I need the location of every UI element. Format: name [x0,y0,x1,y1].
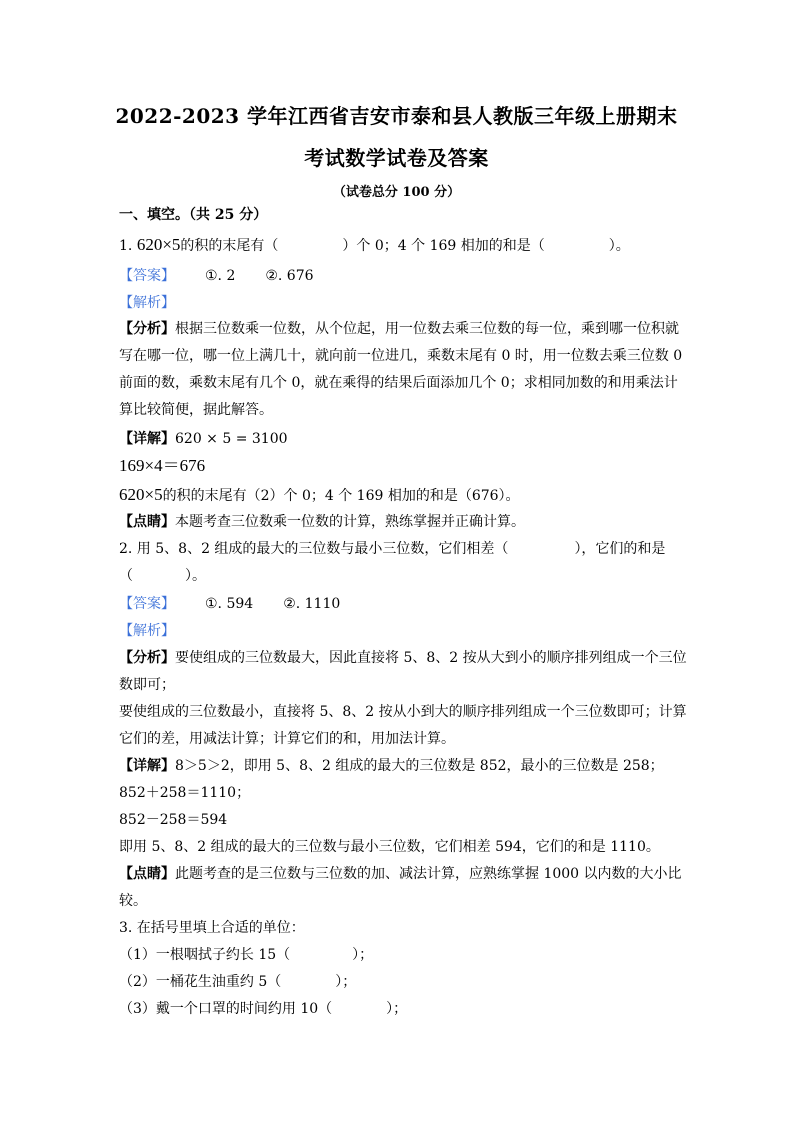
q1-fenxi-line2: 写在哪一位，哪一位上满几十，就向前一位进几，乘数末尾有 0 时，用一位数去乘三位数 0 [119,348,683,364]
q1-fenxi-label: 【分析】 [119,321,175,337]
q1-fenxi-line4: 算比较简便，据此解答。 [119,402,273,418]
q1-text-a: 的积的末尾有（ [180,238,279,254]
q2-answer [119,595,340,613]
q2-fenxi-text1: 要使组成的三位数最大，因此直接将 5、8、2 按从大到小的顺序排列组成一个三位 [175,650,687,666]
q2-stem-text-c: （ [119,568,133,584]
q1-answer-label: 【答案】 [119,268,175,284]
q2-detail-label: 【详解】 [119,758,175,774]
q1-answer-2: ②. 676 [265,268,314,284]
q1-text-c: ）。 [608,238,630,254]
document-title-line2: 考试数学试卷及答案 [304,146,489,170]
q1-expression: 620×5 [136,235,181,254]
q1-dianjing [119,513,525,531]
document-subtitle: （试卷总分 100 分） [332,185,461,200]
section1-heading: 一、填空。（共 25 分） [119,207,268,223]
q1-analysis-label: 【解析】 [119,295,175,311]
q1-stem [119,236,630,255]
q3-item-2-text-a: （2）一桶花生油重约 5（ [119,974,282,990]
q3-item-2-text-b: ）； [335,974,357,990]
q1-answer-1: ①. 2 [205,268,236,284]
q3-item-3-text-a: （3）戴一个口罩的时间约用 10（ [119,1001,333,1017]
q2-stem-text-d: ）。 [185,568,206,584]
q1-answer [119,267,314,285]
q2-fenxi-line1 [119,649,687,667]
q3-item-1 [119,946,373,964]
q2-stem-text-a: 2. 用 5、8、2 组成的最大的三位数与最小三位数，它们相差（ [119,541,509,557]
q2-fenxi-line2: 数即可； [119,677,175,693]
q1-number: 1. [119,238,133,254]
q2-answer-1: ①. 594 [205,596,254,612]
q1-detail-eq2: 169×4＝676 [119,456,206,475]
q2-analysis-label: 【解析】 [119,623,175,639]
q3-item-1-text-b: ）； [352,947,374,963]
q1-detail-eq1: 620 × 5 = 3100 [175,431,288,447]
q3-item-1-text-a: （1）一根咽拭子约长 15（ [119,947,291,963]
q1-text-b: ）个 0；4 个 169 相加的和是（ [342,238,545,254]
q3-item-3-text-b: ）； [386,1001,408,1017]
q2-stem-text-b: ），它们的和是 [574,541,666,557]
q2-fenxi-line3: 要使组成的三位数最小，直接将 5、8、2 按从小到大的顺序排列组成一个三位数即可；计算 [119,704,687,720]
q2-answer-2: ②. 1110 [283,596,341,612]
q1-dianjing-label: 【点睛】 [119,514,175,530]
q2-detail-line4: 即用 5、8、2 组成的最大的三位数与最小三位数，它们相差 594，它们的和是 1110。 [119,839,660,855]
q2-fenxi-line4: 它们的差，用减法计算；计算它们的和，用加法计算。 [119,731,455,747]
q2-detail-line1 [119,757,664,775]
q2-fenxi-label: 【分析】 [119,650,175,666]
q1-conclusion-expression: 620×5 [119,485,163,504]
q1-detail-label: 【详解】 [119,431,175,447]
q1-detail-line1 [119,430,288,448]
q3-item-2 [119,973,356,991]
q2-dianjing-line1 [119,865,682,883]
q2-dianjing-line2: 较。 [119,893,147,909]
q1-conclusion [119,486,520,505]
q1-dianjing-text: 本题考查三位数乘一位数的计算，熟练掌握并正确计算。 [175,514,525,530]
q2-detail-line2: 852＋258＝1110； [119,785,251,801]
q3-stem: 3. 在括号里填上合适的单位： [119,920,305,936]
q1-fenxi-line3: 前面的数，乘数末尾有几个 0，就在乘得的结果后面添加几个 0；求相同加数的和用乘法计 [119,375,678,391]
q2-stem-line1 [119,540,665,558]
q1-fenxi-line1 [119,320,679,338]
q3-item-3 [119,1000,407,1018]
q1-conclusion-text: 的积的末尾有（2）个 0；4 个 169 相加的和是（676）。 [162,488,520,504]
q2-detail-line3: 852－258＝594 [119,812,228,828]
q2-dianjing-label: 【点睛】 [119,866,175,882]
q2-stem-line2 [119,567,206,585]
q2-detail-text1: 8＞5＞2，即用 5、8、2 组成的最大的三位数是 852，最小的三位数是 258； [175,758,664,774]
q2-dianjing-text1: 此题考查的是三位数与三位数的加、减法计算，应熟练掌握 1000 以内数的大小比 [175,866,682,882]
document-title-line1: 2022-2023 学年江西省吉安市泰和县人教版三年级上册期末 [115,104,678,128]
q1-fenxi-text1: 根据三位数乘一位数，从个位起，用一位数去乘三位数的每一位，乘到哪一位积就 [175,321,679,337]
q2-answer-label: 【答案】 [119,596,175,612]
